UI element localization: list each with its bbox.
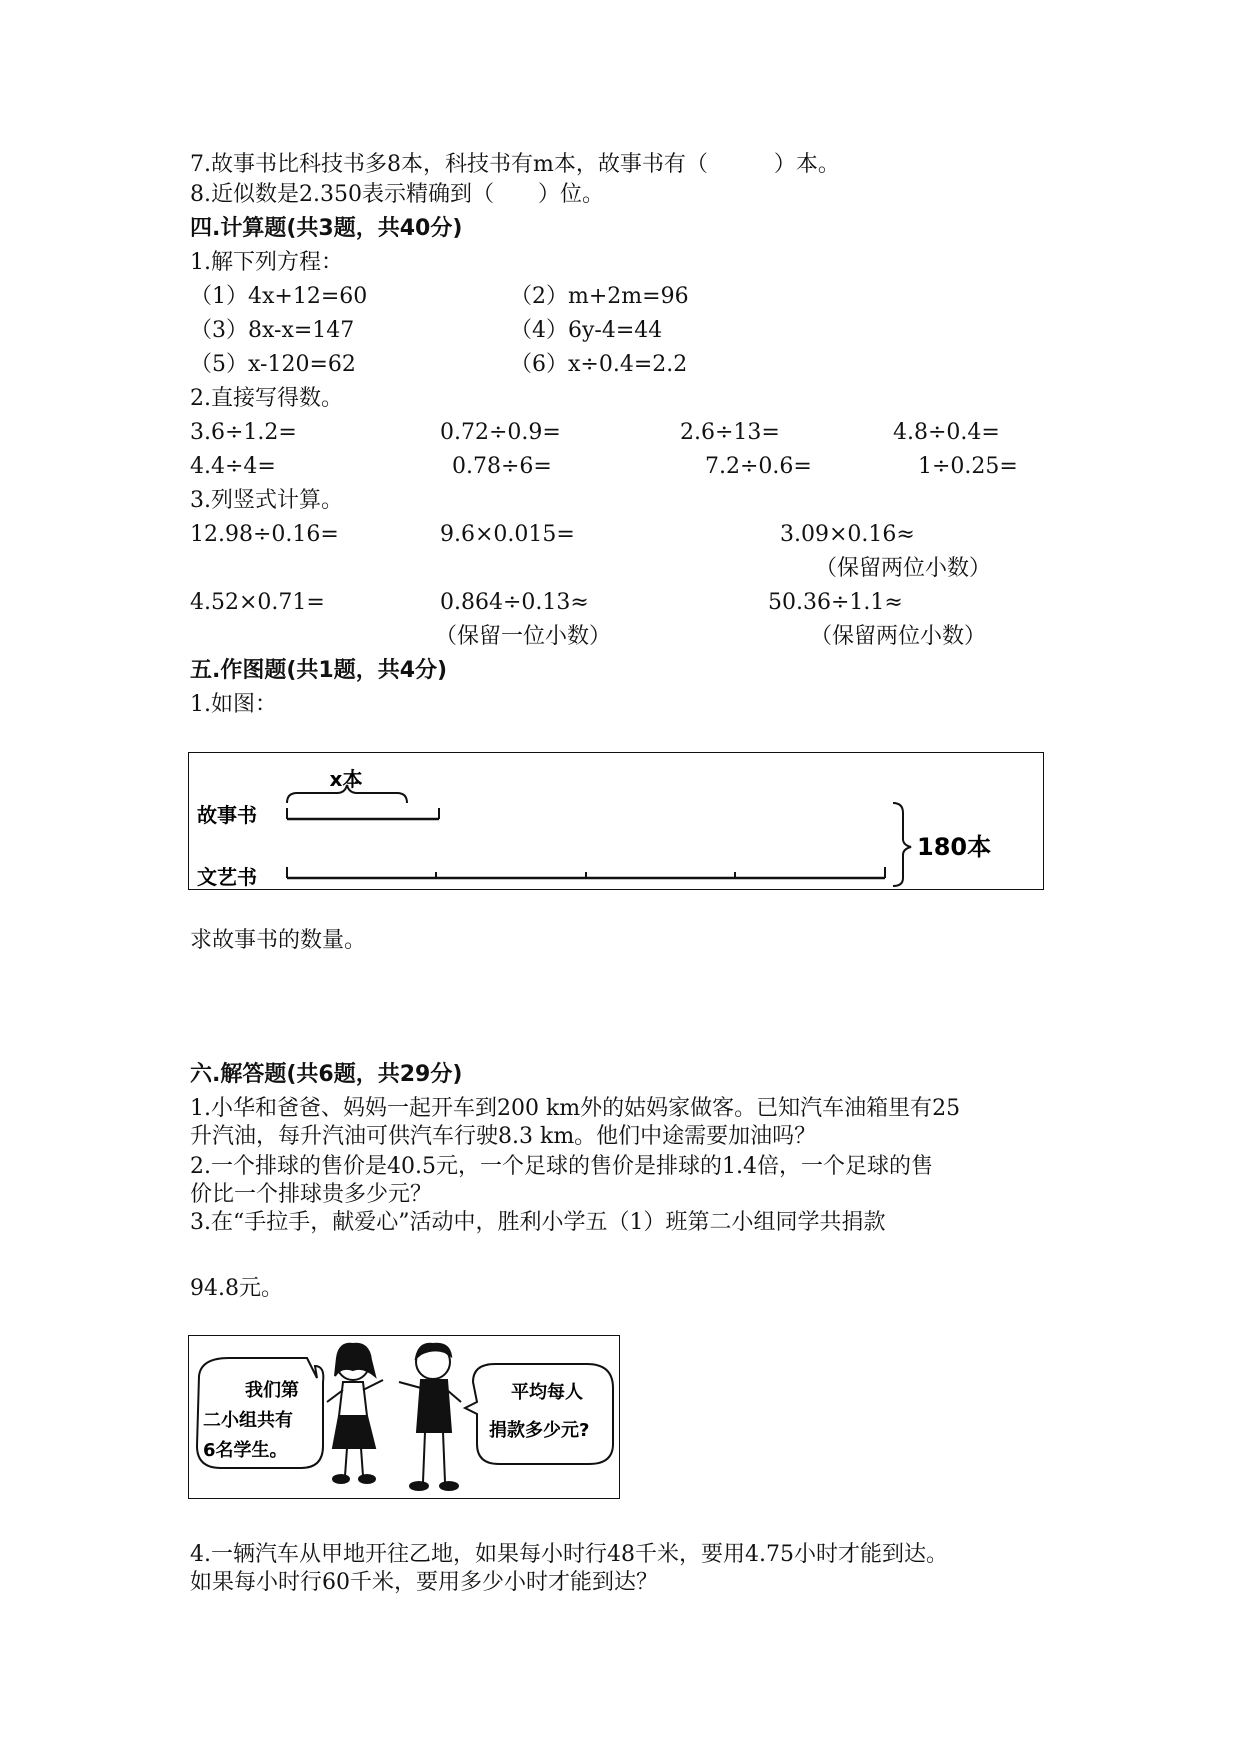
rounding-note-two-decimals-2: （保留两位小数） bbox=[810, 624, 987, 649]
total-brace bbox=[893, 803, 911, 886]
answer-question-3-line-1: 3.在“手拉手，献爱心”活动中，胜利小学五（1）班第二小组同学共捐款 bbox=[190, 1210, 886, 1235]
equation-4: （4）6y-4=44 bbox=[510, 318, 663, 343]
bubble-left-line-3: 6名学生。 bbox=[203, 1440, 288, 1461]
vertical-calc-5: 0.864÷0.13≈ bbox=[440, 590, 589, 615]
line-segment-diagram bbox=[188, 752, 1044, 890]
mental-calc-1: 3.6÷1.2= bbox=[190, 420, 297, 445]
equation-2: （2）m+2m=96 bbox=[510, 284, 689, 309]
vertical-calc-6: 50.36÷1.1≈ bbox=[768, 590, 903, 615]
mental-calc-6: 0.78÷6= bbox=[452, 454, 552, 479]
diagram-total-label: 180本 bbox=[917, 833, 992, 861]
diagram-x-label: x本 bbox=[329, 767, 363, 791]
mental-calc-8: 1÷0.25= bbox=[918, 454, 1018, 479]
equation-5: （5）x-120=62 bbox=[190, 352, 356, 377]
drawing-question-1: 1.如图： bbox=[190, 692, 277, 717]
answer-question-4-line-1: 4.一辆汽车从甲地开往乙地，如果每小时行48千米，要用4.75小时才能到达。 bbox=[190, 1542, 948, 1567]
equation-6: （6）x÷0.4=2.2 bbox=[510, 352, 688, 377]
section-6-heading: 六.解答题(共6题，共29分) bbox=[190, 1062, 463, 1087]
bubble-right-line-2: 捐款多少元? bbox=[489, 1420, 590, 1441]
mental-calc-4: 4.8÷0.4= bbox=[893, 420, 1000, 445]
drawing-question-ask: 求故事书的数量。 bbox=[190, 928, 367, 953]
vertical-calc-3: 3.09×0.16≈ bbox=[780, 522, 915, 547]
problem-2-title: 2.直接写得数。 bbox=[190, 386, 343, 411]
section-5-heading: 五.作图题(共1题，共4分) bbox=[190, 658, 448, 683]
diagram-row-label-literature: 文艺书 bbox=[197, 865, 257, 889]
section-4-heading: 四.计算题(共3题，共40分) bbox=[190, 216, 463, 241]
vertical-calc-4: 4.52×0.71= bbox=[190, 590, 325, 615]
speech-bubble-right bbox=[465, 1364, 613, 1464]
segment-brace bbox=[287, 785, 407, 803]
bubble-left-line-2: 二小组共有 bbox=[203, 1410, 293, 1431]
bubble-left-line-1: 我们第 bbox=[245, 1380, 299, 1401]
problem-1-title: 1.解下列方程： bbox=[190, 250, 343, 275]
bubble-right-line-1: 平均每人 bbox=[511, 1382, 583, 1403]
equation-3: （3）8x-x=147 bbox=[190, 318, 355, 343]
vertical-calc-1: 12.98÷0.16= bbox=[190, 522, 339, 547]
answer-question-1-line-2: 升汽油，每升汽油可供汽车行驶8.3 km。他们中途需要加油吗？ bbox=[190, 1124, 817, 1149]
mental-calc-2: 0.72÷0.9= bbox=[440, 420, 561, 445]
question-8: 8.近似数是2.350表示精确到（ ）位。 bbox=[190, 182, 604, 207]
answer-question-3-line-2: 94.8元。 bbox=[190, 1276, 283, 1301]
answer-question-1-line-1: 1.小华和爸爸、妈妈一起开车到200 km外的姑妈家做客。已知汽车油箱里有25 bbox=[190, 1096, 961, 1121]
equation-1: （1）4x+12=60 bbox=[190, 284, 368, 309]
mental-calc-5: 4.4÷4= bbox=[190, 454, 276, 479]
answer-question-2-line-2: 价比一个排球贵多少元？ bbox=[190, 1182, 433, 1207]
problem-3-title: 3.列竖式计算。 bbox=[190, 488, 343, 513]
answer-question-4-line-2: 如果每小时行60千米，要用多少小时才能到达？ bbox=[190, 1570, 658, 1595]
donation-illustration bbox=[188, 1335, 620, 1499]
boy-figure bbox=[399, 1344, 461, 1490]
diagram-row-label-story: 故事书 bbox=[197, 803, 257, 827]
girl-figure bbox=[327, 1344, 383, 1483]
mental-calc-3: 2.6÷13= bbox=[680, 420, 780, 445]
vertical-calc-2: 9.6×0.015= bbox=[440, 522, 575, 547]
mental-calc-7: 7.2÷0.6= bbox=[705, 454, 812, 479]
rounding-note-two-decimals: （保留两位小数） bbox=[815, 556, 992, 581]
question-7: 7.故事书比科技书多8本，科技书有m本，故事书有（ ）本。 bbox=[190, 152, 840, 177]
answer-question-2-line-1: 2.一个排球的售价是40.5元，一个足球的售价是排球的1.4倍，一个足球的售 bbox=[190, 1154, 933, 1179]
rounding-note-one-decimal: （保留一位小数） bbox=[435, 624, 612, 649]
